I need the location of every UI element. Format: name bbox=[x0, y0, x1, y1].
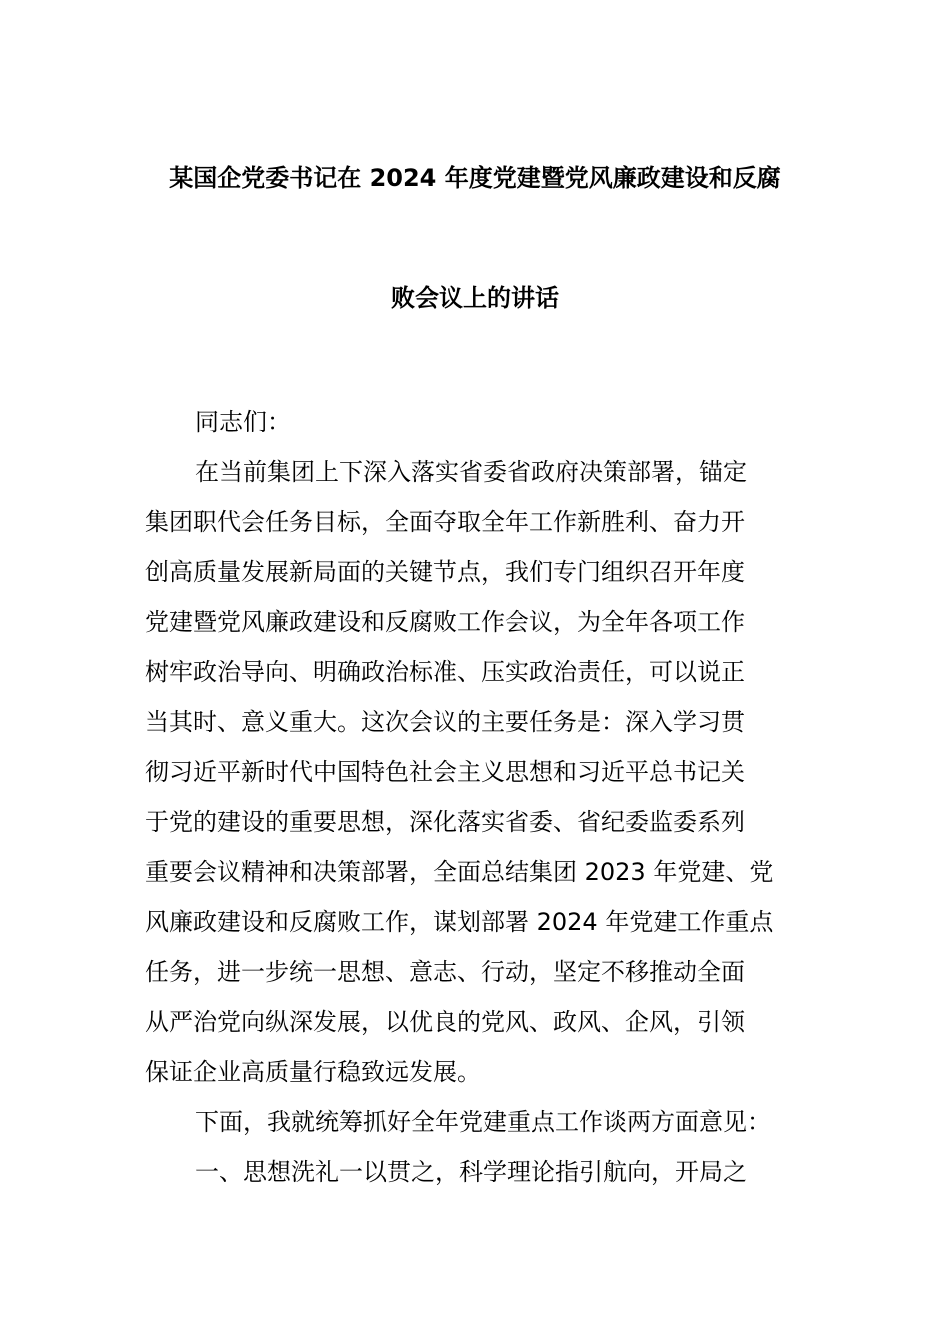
paragraph-line: 保证企业高质量行稳致远发展。 bbox=[145, 1058, 481, 1086]
greeting: 同志们： bbox=[195, 408, 291, 436]
paragraph-line: 于党的建设的重要思想，深化落实省委、省纪委监委系列 bbox=[145, 808, 745, 836]
paragraph-line: 树牢政治导向、明确政治标准、压实政治责任，可以说正 bbox=[145, 658, 745, 686]
paragraph-line: 任务，进一步统一思想、意志、行动，坚定不移推动全面 bbox=[145, 958, 745, 986]
paragraph-line: 彻习近平新时代中国特色社会主义思想和习近平总书记关 bbox=[145, 758, 745, 786]
paragraph-line: 从严治党向纵深发展，以优良的党风、政风、企风，引领 bbox=[145, 1008, 745, 1036]
paragraph-line: 重要会议精神和决策部署，全面总结集团 2023 年党建、党 bbox=[145, 858, 774, 886]
paragraph-line: 集团职代会任务目标，全面夺取全年工作新胜利、奋力开 bbox=[145, 508, 745, 536]
paragraph-line: 党建暨党风廉政建设和反腐败工作会议，为全年各项工作 bbox=[145, 608, 745, 636]
paragraph-2: 下面，我就统筹抓好全年党建重点工作谈两方面意见： bbox=[195, 1108, 771, 1136]
paragraph-line: 风廉政建设和反腐败工作，谋划部署 2024 年党建工作重点 bbox=[145, 908, 774, 936]
paragraph-line: 创高质量发展新局面的关键节点，我们专门组织召开年度 bbox=[145, 558, 745, 586]
document-body bbox=[145, 402, 807, 1202]
paragraph-line: 当其时、意义重大。这次会议的主要任务是：深入学习贯 bbox=[145, 708, 745, 736]
section-heading-1: 一、思想洗礼一以贯之，科学理论指引航向，开局之 bbox=[195, 1158, 747, 1186]
document-title-line-2: 败会议上的讲话 bbox=[391, 284, 559, 312]
document-title-line-1: 某国企党委书记在 2024 年度党建暨党风廉政建设和反腐 bbox=[169, 164, 781, 192]
paragraph-line: 在当前集团上下深入落实省委省政府决策部署，锚定 bbox=[195, 458, 747, 486]
paragraph-1 bbox=[145, 452, 807, 1102]
